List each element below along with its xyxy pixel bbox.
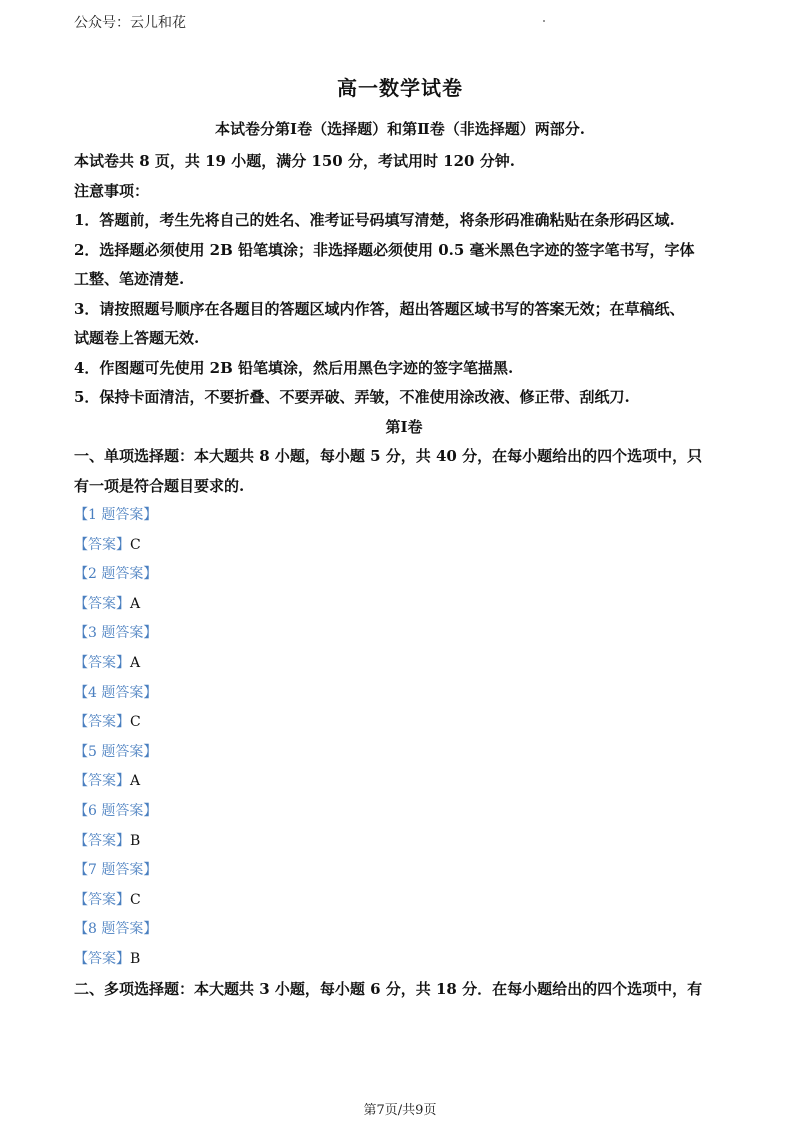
notice-item-2: 2．选择题必须使用 2B 铅笔填涂；非选择题必须使用 0.5 毫米黑色字迹的签字笔书写，字体: [74, 240, 695, 259]
answer-row: [74, 945, 734, 975]
question-label: [74, 915, 734, 945]
notice-item-3: 3．请按照题号顺序在各题目的答题区域内作答，超出答题区域书写的答案无效；在草稿纸、: [74, 299, 685, 318]
notice-item-4: 4．作图题可先使用 2B 铅笔填涂，然后用黑色字迹的签字笔描黑.: [74, 358, 514, 377]
answer-row: [74, 531, 734, 561]
answer-value: C: [130, 536, 141, 553]
question-label: [74, 856, 734, 886]
notice-item-5: 5．保持卡面清洁，不要折叠、不要弄破、弄皱，不准使用涂改液、修正带、刮纸刀.: [74, 388, 630, 406]
question-number-label: 【4 题答案】: [74, 684, 158, 701]
section-heading-1-cont: 有一项是符合题目要求的.: [74, 476, 245, 495]
question-number-label: 【3 题答案】: [74, 625, 158, 642]
answer-label: 【答案】: [74, 654, 130, 671]
answer-label: 【答案】: [74, 832, 130, 849]
question-label: [74, 619, 734, 649]
answer-value: B: [130, 950, 141, 967]
section-heading-2: 二、多项选择题：本大题共 3 小题，每小题 6 分，共 18 分．在每小题给出的四个选项中，有: [74, 979, 703, 998]
answer-label: 【答案】: [74, 891, 130, 908]
notice-item-2-cont: 工整、笔迹清楚.: [74, 270, 185, 288]
question-label: [74, 679, 734, 709]
section-heading-1: 一、单项选择题：本大题共 8 小题，每小题 5 分，共 40 分，在每小题给出的四个选项中，只: [74, 447, 703, 465]
header-note: 公众号：云儿和花: [74, 15, 186, 31]
answer-label: 【答案】: [74, 595, 130, 612]
document-body: [74, 147, 734, 1004]
intro-line: 本试卷共 8 页，共 19 小题，满分 150 分，考试用时 120 分钟.: [74, 152, 515, 170]
answer-row: [74, 590, 734, 620]
page-title: 高一数学试卷: [337, 76, 463, 100]
answer-label: 【答案】: [74, 714, 130, 731]
notice-item-1: 1．答题前，考生先将自己的姓名、准考证号码填写清楚，将条形码准确粘贴在条形码区域.: [74, 211, 675, 229]
question-number-label: 【8 题答案】: [74, 921, 158, 938]
answer-row: [74, 708, 734, 738]
answer-list: [74, 501, 734, 975]
question-number-label: 【2 题答案】: [74, 566, 158, 583]
answer-row: [74, 649, 734, 679]
corner-dot: [543, 20, 545, 22]
answer-row: [74, 886, 734, 916]
question-label: [74, 501, 734, 531]
answer-value: C: [130, 714, 141, 731]
question-label: [74, 738, 734, 768]
question-number-label: 【7 题答案】: [74, 862, 158, 879]
answer-value: A: [130, 773, 141, 790]
answer-label: 【答案】: [74, 536, 130, 553]
answer-value: B: [130, 832, 141, 849]
page-footer: 第7页/共9页: [363, 1103, 437, 1118]
question-label: [74, 560, 734, 590]
answer-row: [74, 827, 734, 857]
question-label: [74, 797, 734, 827]
answer-value: A: [130, 595, 141, 612]
answer-label: 【答案】: [74, 773, 130, 790]
answer-value: A: [130, 654, 141, 671]
question-number-label: 【1 题答案】: [74, 507, 158, 523]
answer-label: 【答案】: [74, 950, 130, 967]
notice-item-3-cont: 试题卷上答题无效.: [74, 329, 200, 347]
question-number-label: 【6 题答案】: [74, 802, 158, 819]
part-title: 第Ⅰ卷: [385, 417, 423, 436]
answer-row: [74, 767, 734, 797]
notice-heading: 注意事项：: [74, 181, 150, 200]
answer-value: C: [130, 891, 141, 908]
page-subtitle: 本试卷分第Ⅰ卷（选择题）和第Ⅱ卷（非选择题）两部分.: [215, 120, 585, 138]
question-number-label: 【5 题答案】: [74, 743, 158, 760]
